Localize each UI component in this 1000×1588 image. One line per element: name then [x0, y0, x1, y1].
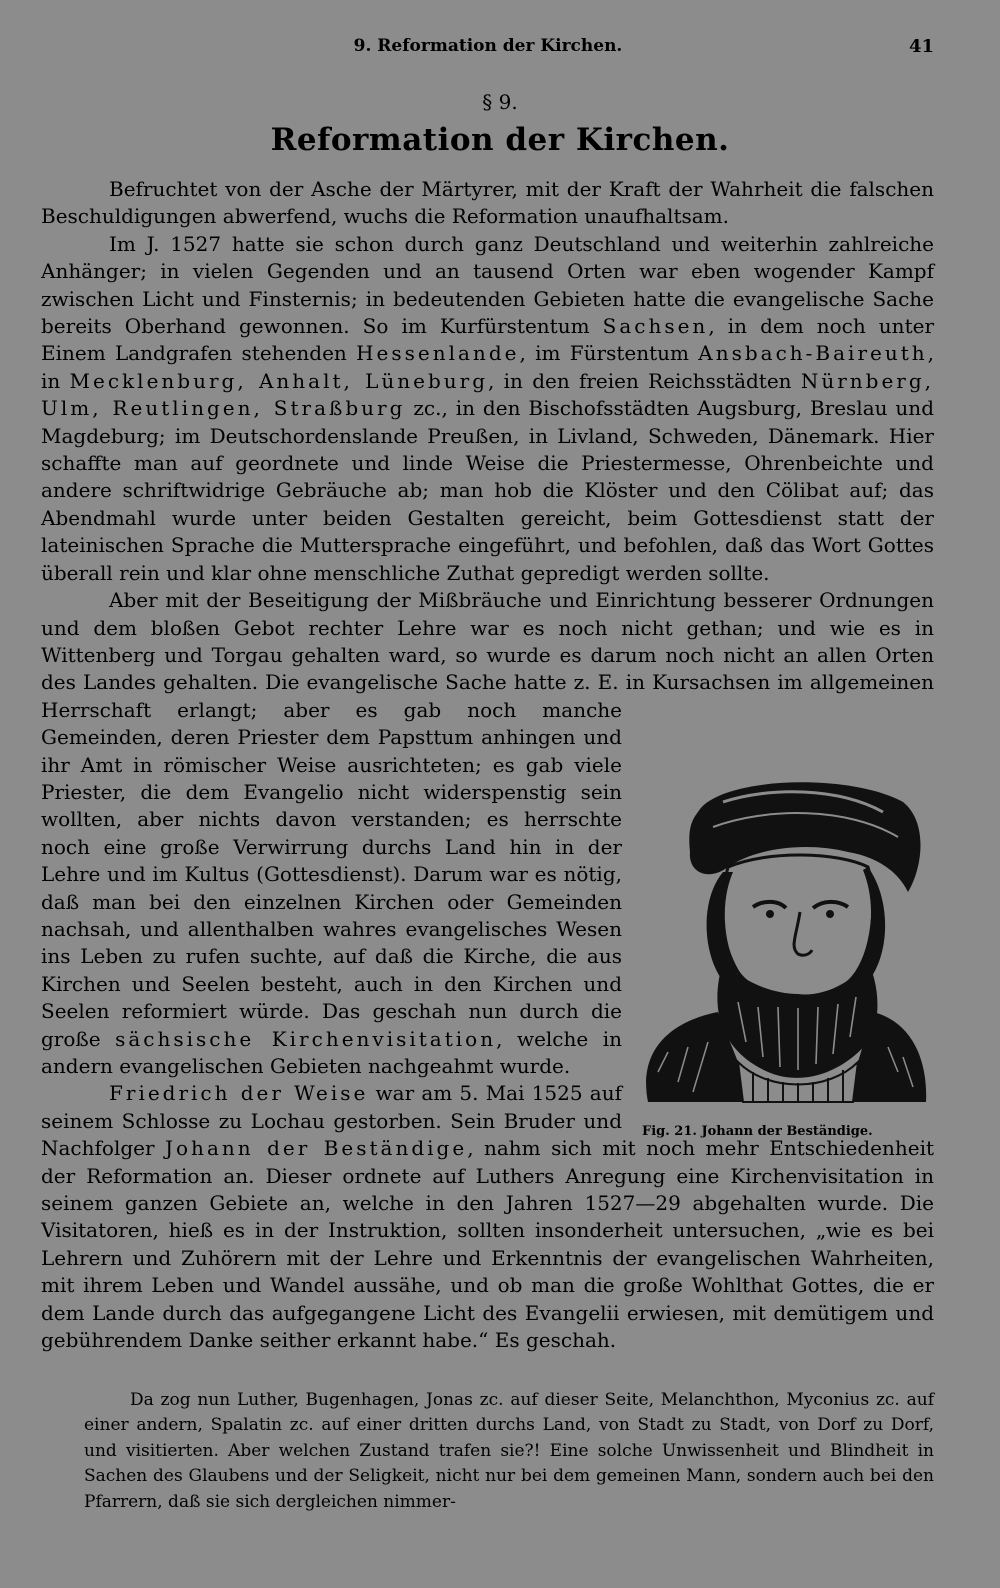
quote-text: Da zog nun Luther, Bugenhagen, Jonas zc. auf dieser Seite, Melanchthon, Myconius zc. auf einer andern, Spalatin zc. auf einer dritten durchs Land, von Stadt zu Stadt, von Dorf zu Dorf, und visitierten. Aber welchen Zustand trafen sie?! Eine solche Unwissenheit und Blindheit in Sachen des Glaubens und der Seligkeit, nicht nur bei dem gemeinen Mann, sondern auch bei den Pfarrern, daß sie sich dergleichen nimmer-: [84, 1390, 934, 1512]
chapter-title: Reformation der Kirchen.: [270, 122, 730, 158]
portrait-figure: [628, 772, 928, 1150]
section-number: § 9.: [482, 90, 518, 114]
running-title: 9. Reformation der Kirchen.: [353, 36, 623, 56]
figure-caption: Fig. 21. Johann der Beständige.: [642, 1124, 873, 1139]
page-number: 41: [908, 36, 934, 57]
page-header: [42, 36, 934, 58]
paragraph-3: Aber mit der Beseitigung der Mißbräuche und Einrichtung besserer Ordnungen und dem bloßen Gebot rechter Lehre war es noch nicht gethan; und wie es in Wittenberg und Torgau gehalten ward, so wurde es darum noch nicht an allen Orten des Landes gehalten. Die evangelische Sache hatte z. E. in Kursachsen im allgemeinen Herrschaft erlangt; aber es gab noch manche Gemeinden, deren Priester dem Papsttum anhingen und ihr Amt in römischer Weise ausrichteten; es gab viele Priester, die dem Evangelio nicht widerspenstig sein wollten, aber nichts davon verstanden; es herrschte noch eine große Verwirrung durchs Land hin in der Lehre und im Kultus (Gottesdienst). Darum war es nötig, daß man bei den einzelnen Kirchen oder Gemeinden nachsah, und allenthalben wahres evangelisches Wesen ins Leben zu rufen suchte, auf daß die Kirche, die aus Kirchen und Seelen besteht, auch in den Kirchen und Seelen reformiert würde. Das geschah nun durch die große sächsische Kirchenvisitation, welche in andern evangelischen Gebieten nachgeahmt wurde.: [41, 588, 934, 1078]
body-text: [41, 176, 934, 1354]
portrait-johann-icon: [628, 772, 928, 1112]
quote-block: [84, 1388, 934, 1515]
paragraph-2: Im J. 1527 hatte sie schon durch ganz Deutschland und weiterhin zahlreiche Anhänger; in vielen Gegenden und an tausend Orten war eben wogender Kampf zwischen Licht und Finsternis; in bedeutenden Gebieten hatte die evangelische Sache bereits Oberhand gewonnen. So im Kurfürstentum Sachsen, in dem noch unter Einem Landgrafen stehenden Hessenlande, im Fürstentum Ansbach-Baireuth, in Mecklenburg, Anhalt, Lüneburg, in den freien Reichsstädten Nürnberg, Ulm, Reutlingen, Straßburg zc., in den Bischofsstädten Augsburg, Breslau und Magdeburg; im Deutschordenslande Preußen, in Livland, Schweden, Dänemark. Hier schaffte man auf geordnete und linde Weise die Priestermesse, Ohrenbeichte und andere schriftwidrige Gebräuche ab; man hob die Klöster und den Cölibat auf; das Abendmahl wurde unter beiden Gestalten gereicht, beim Gottesdienst statt der lateinischen Sprache die Muttersprache eingeführt, und befohlen, daß das Wort Gottes überall rein und klar ohne menschliche Zuthat gepredigt werden sollte.: [41, 231, 934, 585]
paragraph-1: Befruchtet von der Asche der Märtyrer, mit der Kraft der Wahrheit die falschen Beschuldigungen abwerfend, wuchs die Reformation unaufhaltsam.: [41, 177, 934, 229]
paragraph-4: Friedrich der Weise war am 5. Mai 1525 auf seinem Schlosse zu Lochau gestorben. Sein Bruder und Nachfolger Johann der Beständige, nahm sich mit noch mehr Entschiedenheit der Reformation an. Dieser ordnete auf Luthers Anregung eine Kirchenvisitation in seinem ganzen Gebiete an, welche in den Jahren 1527—29 abgehalten wurde. Die Visitatoren, hieß es in der Instruktion, sollten insonderheit untersuchen, „wie es bei Lehrern und Zuhörern mit der Lehre und Erkenntnis der evangelischen Wahrheiten, mit ihrem Leben und Wandel aussähe, und ob man die große Wohlthat Gottes, die er dem Lande durch das aufgegangene Licht des Evangelii erwiesen, mit demütigem und gebührendem Danke seither erkannt habe.“ Es geschah.: [41, 1081, 935, 1353]
